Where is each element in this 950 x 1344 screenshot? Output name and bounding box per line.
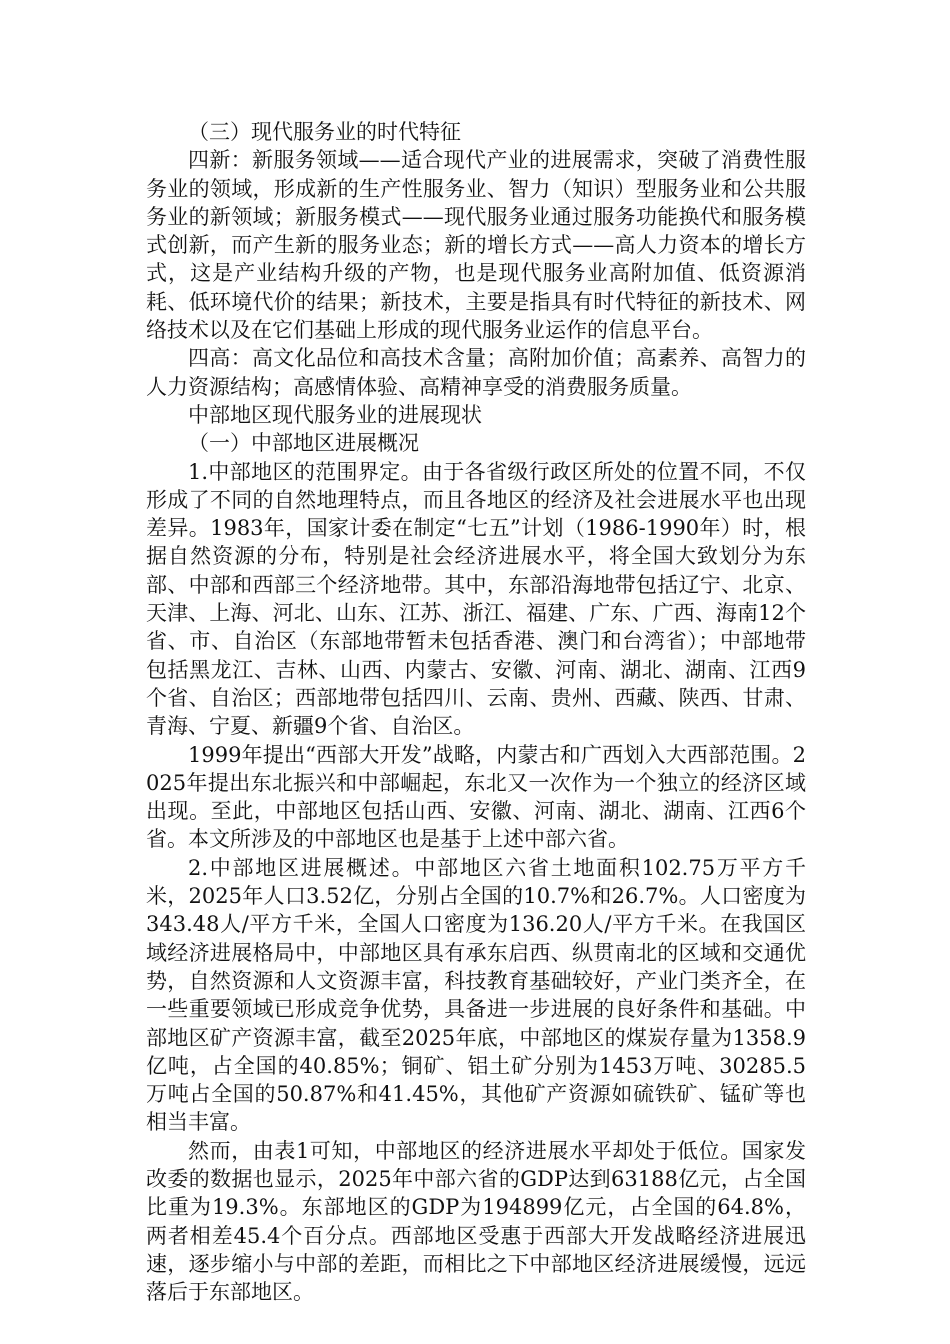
- subsection-heading-central-overview: （一）中部地区进展概况: [188, 431, 419, 456]
- paragraph-economic-level: 然而，由表1可知，中部地区的经济进展水平却处于低位。国家发改委的数据也显示，2025年中部六省的GDP达到63188亿元，占全国比重为19.3%。东部地区的GDP为194899亿元，占全国的64.8%，两者相差45.4个百分点。西部地区受惠于西部大开发战略经济进展迅速，逐步缩小与中部的差距，而相比之下中部地区经济进展缓慢，远远落后于东部地区。: [146, 1138, 806, 1305]
- section-heading-central-status: 中部地区现代服务业的进展现状: [188, 402, 482, 427]
- paragraph-scope-definition: 1.中部地区的范围界定。由于各省级行政区所处的位置不同，不仅形成了不同的自然地理特点，而且各地区的经济及社会进展水平也出现差异。1983年，国家计委在制定“七五”计划（1986-1990年）时，根据自然资源的分布，特别是社会经济进展水平，将全国大致划分为东部、中部和西部三个经济地带。其中，东部沿海地带包括辽宁、北京、天津、上海、河北、山东、江苏、浙江、福建、广东、广西、海南12个省、市、自治区（东部地带暂未包括香港、澳门和台湾省）；中部地带包括黑龙江、吉林、山西、内蒙古、安徽、河南、湖北、湖南、江西9个省、自治区；西部地带包括四川、云南、贵州、西藏、陕西、甘肃、青海、宁夏、新疆9个省、自治区。: [146, 459, 806, 739]
- section-heading-modern-service-features: （三）现代服务业的时代特征: [188, 120, 461, 144]
- paragraph-four-new: 四新：新服务领域——适合现代产业的进展需求，突破了消费性服务业的领域，形成新的生产性服务业、智力（知识）型服务业和公共服务业的新领域；新服务模式——现代服务业通过服务功能换代和服务模式创新，而产生新的服务业态；新的增长方式——高人力资本的增长方式，这是产业结构升级的产物，也是现代服务业高附加值、低资源消耗、低环境代价的结果；新技术，主要是指具有时代特征的新技术、网络技术以及在它们基础上形成的现代服务业运作的信息平台。: [146, 148, 806, 343]
- paragraph-four-high: 四高：高文化品位和高技术含量；高附加价值；高素养、高智力的人力资源结构；高感情体验、高精神享受的消费服务质量。: [146, 346, 806, 399]
- paragraph-west-development: 1999年提出“西部大开发”战略，内蒙古和广西划入大西部范围。2025年提出东北振兴和中部崛起，东北又一次作为一个独立的经济区域出现。至此，中部地区包括山西、安徽、河南、湖北、湖南、江西6个省。本文所涉及的中部地区也是基于上述中部六省。: [146, 742, 806, 852]
- document-body: [146, 118, 806, 1306]
- paragraph-central-summary: 2.中部地区进展概述。中部地区六省土地面积102.75万平方千米，2025年人口3.52亿，分别占全国的10.7%和26.7%。人口密度为343.48人/平方千米，全国人口密度为136.20人/平方千米。在我国区域经济进展格局中，中部地区具有承东启西、纵贯南北的区域和交通优势，自然资源和人文资源丰富，科技教育基础较好，产业门类齐全，在一些重要领域已形成竞争优势，具备进一步进展的良好条件和基础。中部地区矿产资源丰富，截至2025年底，中部地区的煤炭存量为1358.9亿吨，占全国的40.85%；铜矿、铝土矿分别为1453万吨、30285.5万吨占全国的50.87%和41.45%，其他矿产资源如硫铁矿、锰矿等也相当丰富。: [146, 855, 806, 1135]
